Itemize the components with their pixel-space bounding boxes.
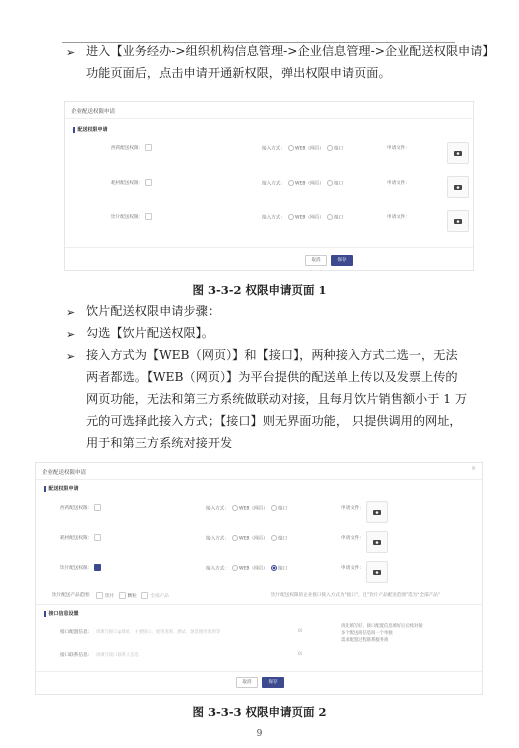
section-title: 配送权限申请 [73,126,108,133]
upload-box[interactable] [366,501,388,523]
api-config-note: 请先填写好，接口配置信息填好后后续对接 多个配送商信息间一个单独 需求配置过程联系服务商 [341,624,423,643]
divider [36,479,482,480]
save-button[interactable]: 保存 [331,255,353,266]
api-config-label: 接口配置信息： [60,630,93,635]
cancel-button[interactable]: 取消 [305,255,327,266]
ext-range-label: 饮片配送产品范围： [52,593,94,598]
access-label: 接入方式： WEB（网页） 接口 [262,215,344,221]
row-label: 耗材配送权限： [111,181,144,186]
row-label: 耗材配送权限： [60,536,93,541]
access-label: 接入方式： WEB（网页） 接口 [206,566,288,572]
intro-line-2: 功能页面后，点击申请开通新权限，弹出权限申请页面。 [86,66,391,80]
section-title: 配送权限申请 [44,485,79,492]
radio-api[interactable] [327,145,333,151]
step-access-line-3: 网页功能，无法和第三方系统做联动对接，且每月饮片销售额小于 1 万 [86,392,468,406]
camera-icon [373,539,381,545]
api-config-input[interactable]: 请填写接口ip地址、主要接口、使用说明、测试、场景使用说明等 [96,630,221,635]
figure-caption-2: 图 3-3-3 权限申请页面 2 [192,705,327,719]
row-label: 饮片配送权限： [60,566,93,571]
page-number: 9 [256,729,263,739]
ext-range-note: 饮片配送权限的企业接口接入方式为"接口"，且"饮片产品配送范围"选为"全部产品" [271,593,440,598]
upload-box[interactable] [447,210,469,232]
step-access-line-2: 两者都选。【WEB（网页）】为平台提供的配送单上传以及发票上传的 [86,370,458,384]
permission-checkbox[interactable] [145,144,152,151]
upload-box[interactable] [366,531,388,553]
dialog-title: 企业配送权限申请 [42,470,87,476]
camera-icon [373,569,381,575]
figure-caption-1: 图 3-3-2 权限申请页面 1 [192,283,327,297]
upload-box[interactable] [447,142,469,164]
api-contact-count: 0/ [298,652,303,657]
radio-api-selected[interactable] [271,565,277,571]
permission-checkbox[interactable] [145,179,152,186]
api-config-count: 0/ [298,629,303,634]
file-label: 申请文件： [341,506,364,511]
access-label: 接入方式： WEB（网页） 接口 [262,146,344,152]
permission-checkbox[interactable] [94,504,101,511]
close-icon[interactable]: × [470,465,476,472]
camera-icon [454,184,462,190]
access-label: 接入方式： WEB（网页） 接口 [206,506,288,512]
arrow-bullet-icon: ➢ [66,306,76,319]
ext-range-options: 饮片 颗粒 全部产品 [96,592,169,599]
step-intro: 饮片配送权限申请步骤： [86,304,221,318]
file-label: 申请文件： [341,566,364,571]
screenshot-permission-page-1 [64,101,474,271]
step-access-line-5: 用于和第三方系统对接开发 [86,436,233,450]
section-title: 接口信息设置 [44,610,79,617]
step-check: 勾选【饮片配送权限】。 [86,326,214,340]
intro-line-1: 进入【业务经办->组织机构信息管理->企业信息管理->企业配送权限申请】 [86,44,495,58]
file-label: 申请文件： [387,215,410,220]
step-access-line-1: 接入方式为【WEB（网页）】和【接口】，两种接入方式二选一，无法 [86,348,458,362]
row-label: 饮片配送权限： [111,215,144,220]
permission-checkbox[interactable] [145,213,152,220]
api-contact-input[interactable]: 请填写接口联系人信息 [96,653,139,658]
divider [65,118,473,119]
radio-api[interactable] [327,214,333,220]
radio-web[interactable] [288,180,294,186]
option-checkbox[interactable] [96,592,103,599]
step-access-line-4: 元的可选择此接入方式；【接口】则无界面功能， 只提供调用的网址， [86,414,462,428]
row-label: 西药配送权限： [60,506,93,511]
radio-web[interactable] [288,145,294,151]
api-contact-label: 接口联系信息： [60,653,93,658]
divider [36,671,482,672]
radio-api[interactable] [327,180,333,186]
upload-box[interactable] [447,176,469,198]
dialog-title: 企业配送权限申请 [71,109,116,115]
screenshot-permission-page-2 [35,462,483,695]
radio-web[interactable] [232,535,238,541]
arrow-bullet-icon: ➢ [66,350,76,363]
radio-api[interactable] [271,535,277,541]
file-label: 申请文件： [387,146,410,151]
file-label: 申请文件： [387,181,410,186]
permission-checkbox-checked[interactable] [94,564,101,571]
access-label: 接入方式： WEB（网页） 接口 [262,181,344,187]
save-button[interactable]: 保存 [262,677,284,688]
access-label: 接入方式： WEB（网页） 接口 [206,536,288,542]
radio-web[interactable] [288,214,294,220]
radio-web[interactable] [232,565,238,571]
radio-web[interactable] [232,505,238,511]
arrow-bullet-icon: ➢ [66,328,76,341]
camera-icon [454,218,462,224]
camera-icon [373,509,381,515]
cancel-button[interactable]: 取消 [236,677,258,688]
divider [65,247,473,248]
file-label: 申请文件： [341,536,364,541]
row-label: 西药配送权限： [111,146,144,151]
arrow-bullet-icon: ➢ [66,46,76,59]
radio-api[interactable] [271,505,277,511]
upload-box[interactable] [366,561,388,583]
permission-checkbox[interactable] [94,534,101,541]
option-checkbox[interactable] [119,592,126,599]
camera-icon [454,150,462,156]
divider [36,604,482,605]
option-checkbox[interactable] [141,592,148,599]
